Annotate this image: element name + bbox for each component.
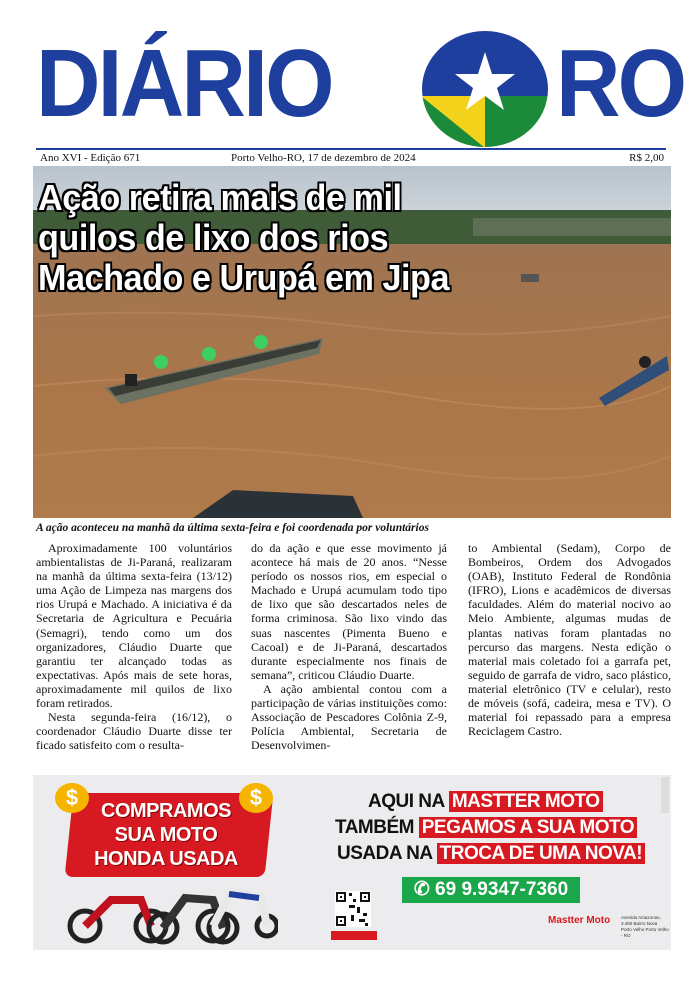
ad-phone-number[interactable]	[402, 877, 580, 903]
ad-line-3-text: USADA NA	[337, 843, 432, 864]
ad-line-3-highlight: TROCA DE UMA NOVA!	[437, 843, 645, 864]
headline-line-1: Ação retira mais de mil	[38, 177, 402, 218]
headline-line-3: Machado e Urupá em Jipa	[38, 257, 450, 298]
headline	[38, 178, 449, 298]
ad-line-1-highlight: MASTTER MOTO	[449, 791, 603, 812]
whatsapp-icon: ✆	[413, 879, 430, 900]
edition-bar	[36, 148, 666, 166]
masthead-title-right: RO	[556, 30, 685, 137]
paragraph: Nesta segunda-feira (16/12), o coordenador Cláudio Duarte disse ter ficado satisfeito com o resulta-	[36, 710, 232, 753]
ad-line-2-text: TAMBÉM	[335, 817, 414, 838]
masthead-title-left: DIÁRIO	[36, 30, 332, 137]
ad-offer-line-2: SUA MOTO	[114, 824, 218, 846]
ad-line-3	[337, 843, 645, 865]
ad-line-2	[335, 817, 637, 839]
photo-caption: A ação aconteceu na manhã da última sexta-feira e foi coordenada por voluntários	[36, 522, 429, 534]
advertisement-banner[interactable]	[33, 775, 671, 950]
article-column-2	[251, 541, 447, 752]
rondonia-flag-logo-icon	[421, 30, 549, 148]
coin-icon: $	[239, 783, 273, 813]
ad-offer-line-3: HONDA USADA	[94, 848, 238, 870]
store-address: Avenida Amazonas, 3.450 Bairro Nova Porto Velho Porto Velho - RO	[621, 915, 669, 938]
ad-phone-text: 69 9.9347-7360	[435, 879, 569, 900]
paragraph: A ação ambiental contou com a participação de várias instituições como: Associação de Pescadores Colônia Z-9, Polícia Ambiental, Secretaria de Desenvolvimen-	[251, 681, 447, 753]
ad-edge-tag	[661, 777, 669, 813]
dateline: Porto Velho-RO, 17 de dezembro de 2024	[231, 152, 416, 164]
masthead	[36, 28, 685, 146]
ad-offer-line-1: COMPRAMOS	[101, 800, 231, 822]
coin-icon: $	[55, 783, 89, 813]
ad-offer-text	[81, 799, 251, 871]
paragraph: Aproximadamente 100 voluntários ambientalistas de Ji-Paraná, realizaram na manhã da última sexta-feira (13/12) uma Ação de Limpeza nas margens dos rios Urupá e Machado. A iniciativa é da Secretaria de Agricultura e Pecuária (Semagri), tendo como um dos organizadores, Cláudio Duarte que garantiu ter alcançado todas as expectativas. Após mais de sete horas, aproximadamente mil quilos de lixo foram retirados.	[36, 541, 232, 711]
ad-line-1	[368, 791, 603, 813]
ad-line-2-highlight: PEGAMOS A SUA MOTO	[419, 817, 637, 838]
article-column-3	[468, 541, 671, 738]
article-column-1	[36, 541, 232, 752]
ad-line-1-text: AQUI NA	[368, 791, 445, 812]
mastter-moto-logo: Mastter Moto	[548, 915, 611, 926]
qr-label-strip	[331, 931, 377, 940]
qr-code-icon[interactable]	[335, 891, 371, 927]
lead-photo	[33, 166, 671, 518]
paragraph: do da ação e que esse movimento já acontece há mais de 20 anos. “Nesse período os nossos rios, em especial o Machado e Urupá acumulam todo tipo de lixo que são descartados neles de forma criminosa. São lixo vindo das suas nascentes (Pimenta Bueno e Cacoal) e de Ji-Paraná, descartados durante especialmente nos finais de semana”, criticou Cláudio Duarte.	[251, 541, 447, 682]
paragraph: to Ambiental (Sedam), Corpo de Bombeiros, Ordem dos Advogados (OAB), Instituto Federal de Rondônia (IFRO), Lions e acadêmicos de diversas faculdades. Além do material nocivo ao Meio Ambiente, algumas mudas de plantas nativas foram plantadas no percurso das margens. Nesta edição o material mais coletado foi a garrafa pet, seguido de garrafa de vidro, saco plástico, material eletrônico (TV e celular), resto de móveis (sofá, cadeira, mesa e TV). O material foi repassado para a empresa Reciclagem Castro.	[468, 541, 671, 739]
motorcycles-image	[63, 870, 278, 945]
headline-line-2: quilos de lixo dos rios	[38, 217, 389, 258]
price: R$ 2,00	[629, 152, 664, 164]
edition-number: Ano XVI - Edição 671	[40, 152, 141, 164]
